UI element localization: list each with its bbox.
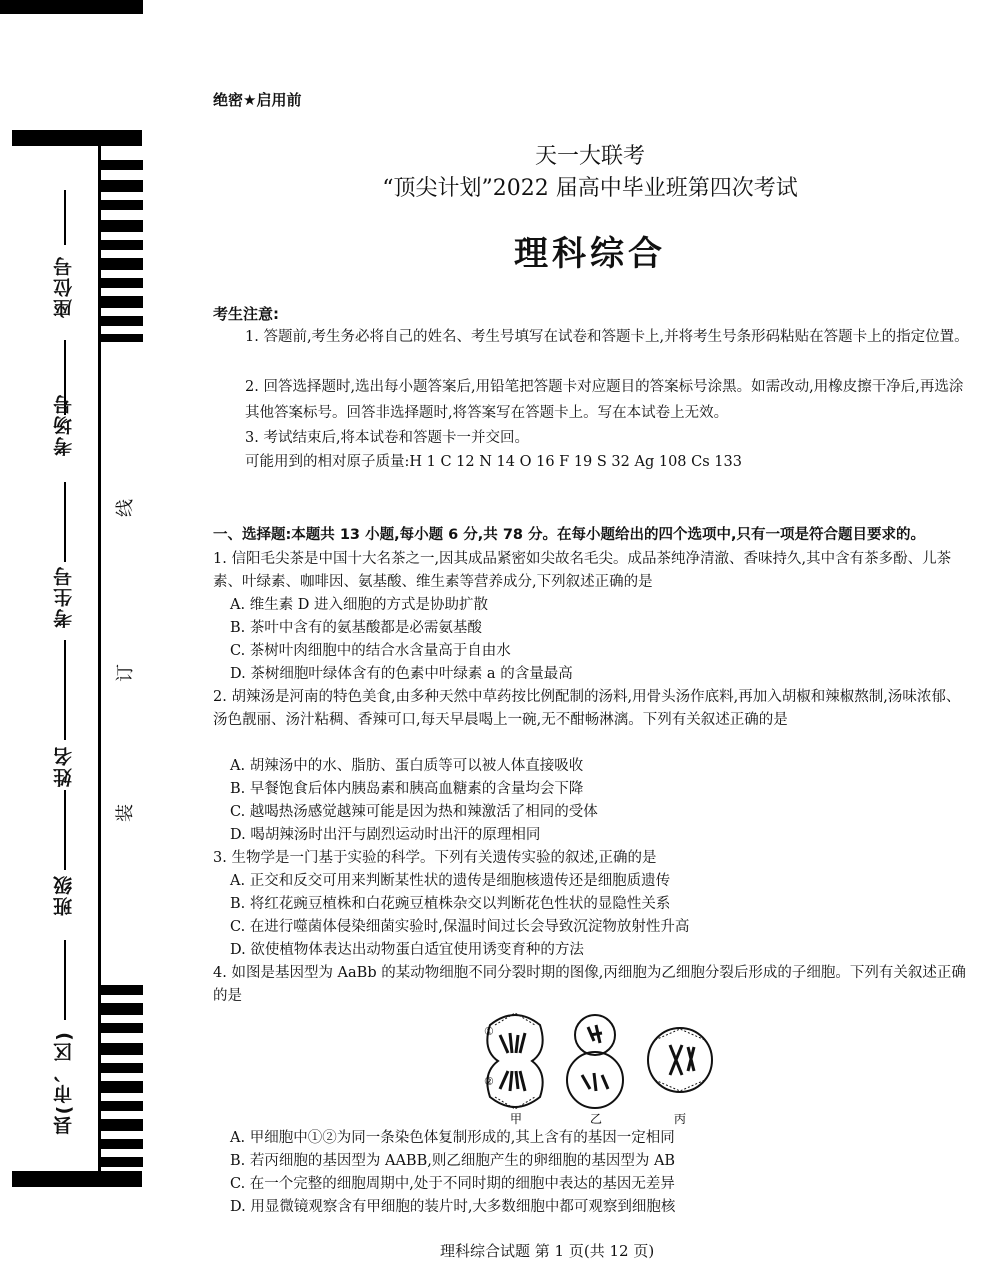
cell-bing (648, 1028, 712, 1092)
question-2-option-d: D. 喝胡辣汤时出汗与剧烈运动时出汗的原理相同 (230, 827, 541, 843)
binding-stripe (101, 985, 143, 995)
binding-stripe (101, 1101, 143, 1111)
binding-stripe (101, 1063, 143, 1073)
binding-stripe (101, 1157, 143, 1167)
question-1-stem: 1. 信阳毛尖茶是中国十大名茶之一,因其成品紧密如尖故名毛尖。成品茶纯净清澈、香味持久,其中含有茶多酚、儿茶素、叶绿素、咖啡因、氨基酸、维生素等营养成分,下列叙述正确的是 (213, 551, 952, 590)
binding-stripe (101, 334, 143, 342)
class-label: 班级 (53, 874, 75, 916)
notice-item-1: 1. 答题前,考生务必将自己的姓名、考生号填写在试卷和答题卡上,并将考生号条形码粘贴在答题卡上的指定位置。 (245, 329, 969, 345)
county-blank[interactable] (64, 940, 66, 1020)
label-bing: 丙 (674, 1112, 687, 1125)
binding-stripe (101, 1043, 143, 1055)
cell-division-figure (470, 1005, 730, 1125)
top-stripe-bar (18, 0, 143, 14)
question-3-option-c: C. 在进行噬菌体侵染细菌实验时,保温时间过长会导致沉淀物放射性升高 (230, 919, 690, 935)
question-4-option-d: D. 用显微镜观察含有甲细胞的装片时,大多数细胞中都可观察到细胞核 (230, 1199, 676, 1215)
binding-stripe (101, 316, 143, 326)
section-heading: 一、选择题:本题共 13 小题,每小题 6 分,共 78 分。在每小题给出的四个选项中,只有一项是符合题目要求的。 (213, 527, 926, 543)
student-number-label: 考生号 (53, 565, 75, 628)
question-1-option-b: B. 茶叶中含有的氨基酸都是必需氨基酸 (230, 620, 482, 636)
label-yi: 乙 (590, 1112, 603, 1125)
label-jia: 甲 (510, 1112, 523, 1125)
question-4-stem: 4. 如图是基因型为 AaBb 的某动物细胞不同分裂时期的图像,丙细胞为乙细胞分裂后形成的子细胞。下列有关叙述正确的是 (213, 965, 966, 1004)
binding-stripe (101, 1081, 143, 1093)
room-number-label: 考场号 (53, 393, 75, 456)
question-4-option-a: A. 甲细胞中①②为同一条染色体复制形成的,其上含有的基因一定相同 (230, 1130, 675, 1146)
binding-stripe (101, 1023, 143, 1033)
seat-number-label: 座位号 (53, 255, 75, 318)
question-1-option-d: D. 茶树细胞叶绿体含有的色素中叶绿素 a 的含量最高 (230, 666, 573, 682)
cell-yi (567, 1015, 623, 1108)
notice-item-2: 2. 回答选择题时,选出每小题答案后,用铅笔把答题卡对应题目的答案标号涂黑。如需改动,用橡皮擦干净后,再选涂其他答案标号。回答非选择题时,将答案写在答题卡上。写在本试卷上无效。 (245, 379, 964, 421)
question-2-stem: 2. 胡辣汤是河南的特色美食,由多种天然中草药按比例配制的汤料,用骨头汤作底料,再加入胡椒和辣椒熬制,汤味浓郁、汤色靓丽、汤汁粘稠、香辣可口,每天早晨喝上一碗,无不酣畅淋漓。下列有关叙述正确的是 (213, 689, 961, 728)
binding-stripe (101, 296, 143, 308)
exam-title: “顶尖计划”2022 届高中毕业班第四次考试 (382, 176, 798, 201)
binding-char-pack: 装 (115, 804, 136, 822)
binding-stripe (101, 1003, 143, 1015)
student-number-blank[interactable] (64, 482, 66, 562)
name-blank[interactable] (64, 640, 66, 740)
marker-2: ② (484, 1075, 494, 1088)
class-blank[interactable] (64, 790, 66, 870)
notice-item-3: 3. 考试结束后,将本试卷和答题卡一并交回。 (245, 430, 530, 446)
marker-1: ① (484, 1025, 494, 1038)
binding-stripe (101, 278, 143, 288)
question-4-option-b: B. 若丙细胞的基因型为 AABB,则乙细胞产生的卵细胞的基因型为 AB (230, 1153, 676, 1169)
question-1-option-c: C. 茶树叶肉细胞中的结合水含量高于自由水 (230, 643, 511, 659)
binding-char-order: 订 (115, 664, 136, 682)
name-label: 姓名 (53, 745, 75, 787)
question-3-stem: 3. 生物学是一门基于实验的科学。下列有关遗传实验的叙述,正确的是 (213, 850, 657, 866)
question-4-option-c: C. 在一个完整的细胞周期中,处于不同时期的细胞中表达的基因无差异 (230, 1176, 675, 1192)
question-2-option-b: B. 早餐饱食后体内胰岛素和胰高血糖素的含量均会下降 (230, 781, 584, 797)
question-2-option-a: A. 胡辣汤中的水、脂肪、蛋白质等可以被人体直接吸收 (230, 758, 584, 774)
county-label: 县(市、区) (53, 1030, 75, 1136)
question-1-option-a: A. 维生素 D 进入细胞的方式是协助扩散 (230, 597, 489, 613)
question-3-option-d: D. 欲使植物体表达出动物蛋白适宜使用诱变育种的方法 (230, 942, 584, 958)
binding-bar-bottom (12, 1171, 142, 1187)
question-2-option-c: C. 越喝热汤感觉越辣可能是因为热和辣激活了相同的受体 (230, 804, 598, 820)
exam-organizer: 天一大联考 (534, 144, 645, 169)
atomic-masses: 可能用到的相对原子质量:H 1 C 12 N 14 O 16 F 19 S 32 Ag 108 Cs 133 (245, 454, 742, 470)
question-3-option-a: A. 正交和反交可用来判断某性状的遗传是细胞核遗传还是细胞质遗传 (230, 873, 671, 889)
secret-mark: 绝密★启用前 (213, 91, 302, 109)
cell-jia (487, 1013, 542, 1109)
subject-title: 理科综合 (514, 234, 666, 274)
question-3-option-b: B. 将红花豌豆植株和白花豌豆植株杂交以判断花色性状的显隐性关系 (230, 896, 671, 912)
binding-stripe (101, 1119, 143, 1131)
binding-stripe (101, 1139, 143, 1149)
top-stripe (0, 0, 18, 14)
binding-char-line: 线 (115, 499, 136, 517)
page-footer: 理科综合试题 第 1 页(共 12 页) (440, 1242, 655, 1260)
notice-title: 考生注意: (213, 305, 279, 323)
